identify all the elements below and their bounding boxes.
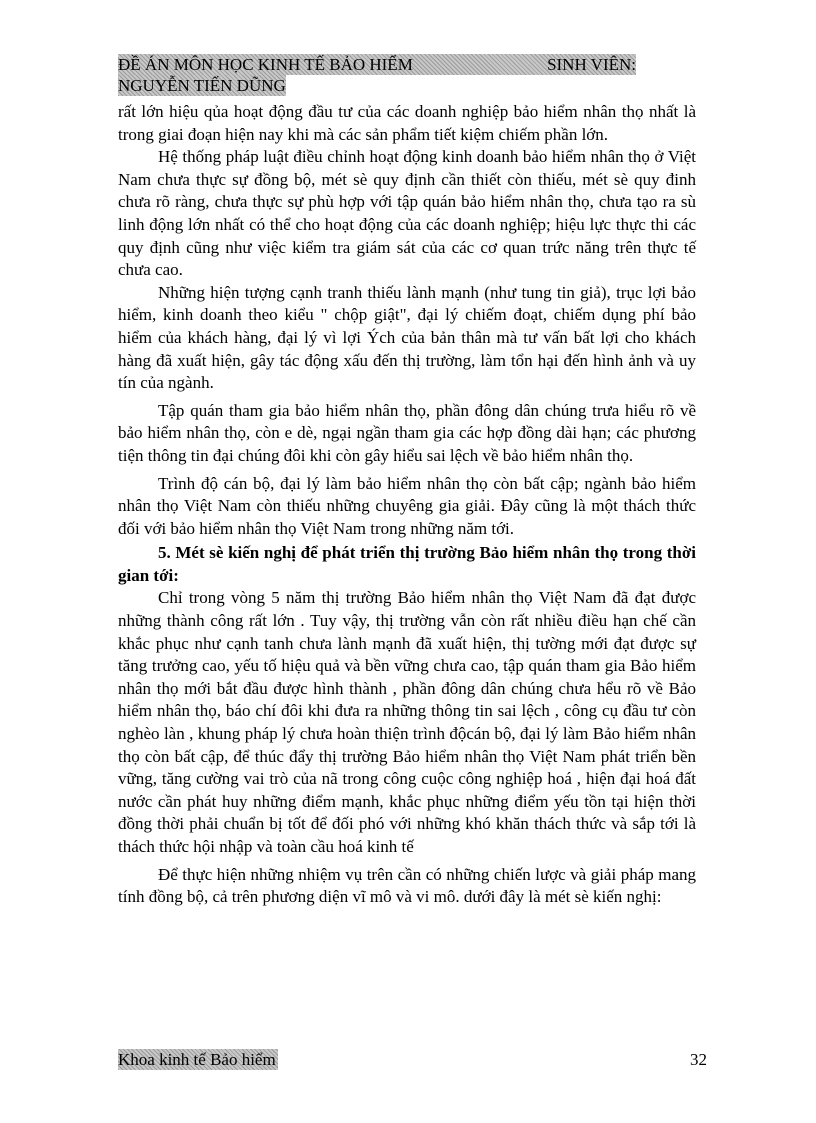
header-title: ĐỀ ÁN MÔN HỌC KINH TẾ BẢO HIỂM [118,55,413,74]
header-student-label: SINH VIÊN: [547,55,636,74]
header-student-name: NGUYỄN TIẾN DŨNG [118,76,286,95]
paragraph-recommendations-intro: Để thực hiện những nhiệm vụ trên cần có những chiến lược và giải pháp mang tính đồng bộ, cả trên phương diện vĩ mô và vi mô. dưới đây là mét sè kiến nghị: [118,864,696,907]
paragraph-staff-qualification: Trình độ cán bộ, đại lý làm bảo hiểm nhân thọ còn bất cập; ngành bảo hiểm nhân thọ Việt Nam còn thiếu những chuyêng gia giải. Đây cũng là một thách thức đối với bảo hiểm nhân thọ Việt Nam trong những năm tới. [118,473,696,538]
footer-faculty: Khoa kinh tế Bảo hiểm [118,1050,276,1069]
page-number: 32 [690,1050,707,1069]
document-body [118,101,696,909]
paragraph-public-awareness: Tập quán tham gia bảo hiểm nhân thọ, phần đông dân chúng trưa hiểu rõ về bảo hiểm nhân thọ, còn e dè, ngại ngần tham gia các hợp đồng dài hạn; các phương tiện thông tin đại chúng đôi khi còn gây hiểu sai lệch về bảo hiểm nhân thọ. [118,400,696,465]
paragraph-continuation: rất lớn hiệu qủa hoạt động đầu tư của các doanh nghiệp bảo hiểm nhân thọ nhất là trong giai đoạn hiện nay khi mà các sản phẩm tiết kiệm chiếm phần lớn. [118,102,696,144]
header-line-1 [118,54,636,75]
paragraph-legal-system: Hệ thống pháp luật điều chỉnh hoạt động kinh doanh bảo hiểm nhân thọ ở Việt Nam chưa thực sự đồng bộ, mét sè quy định cần thiết còn thiếu, mét sè quy đinh chưa rõ ràng, chưa thực sự phù hợp với tập quán bảo hiểm nhân thọ, chưa tạo ra sù linh động lớn nhất có thể cho hoạt động của các doanh nghiệp; hiệu lực thực thi các quy định cũng như việc kiểm tra giám sát của các cơ quan trức năng trên thực tế chưa cao. [118,147,696,280]
page-header [118,54,636,96]
paragraph-achievements: Chỉ trong vòng 5 năm thị trường Bảo hiểm nhân thọ Việt Nam đã đạt được những thành công rất lớn . Tuy vậy, thị trường vẫn còn rất nhiều điều hạn chế cần khắc phục như cạnh tanh chưa lành mạnh đã xuất hiện, thị tường mới đạt được sự tăng trưởng cao, yếu tố hiệu quả và bền vững chưa cao, tập quán tham gia Bảo hiểm nhân thọ mới bắt đầu được hình thành , phần đông dân chúng chưa hểu rõ về Bảo hiểm nhân thọ, báo chí đôi khi đưa ra những thông tin sai lệch , công cụ đầu tư còn nghèo làn , khung pháp lý chưa hoàn thiện trình độcán bộ, đại lý làm Bảo hiểm nhân thọ còn bất cập, để thúc đẩy thị trường Bảo hiểm nhân thọ Việt Nam phát triển bền vững, tăng cường vai trò của nã trong công cuộc công nghiệp hoá , hiện đại hoá đất nước cần phát huy những điểm mạnh, khắc phục những điểm yếu tồn tại hiện thời đồng thời phải chuẩn bị tốt để đối phó với những khó khăn thách thức và sắp tới là thách thức hội nhập và toàn cầu hoá kinh tế [118,588,696,856]
paragraph-unfair-competition: Những hiện tượng cạnh tranh thiếu lành mạnh (như tung tin giả), trục lợi bảo hiểm, kinh doanh theo kiểu " chộp giật", đại lý chiếm đoạt, chiếm dụng phí bảo hiểm của khách hàng, đại lý vì lợi Ých của bản thân mà tư vấn bất lợi cho khách hàng đã xuất hiện, gây tác động xấu đến thị trường, làm tổn hại đến hình ảnh và uy tín của ngành. [118,282,696,393]
section-heading: 5. Mét sè kiến nghị để phát triển thị trường Bảo hiểm nhân thọ trong thời gian tới: [118,543,696,585]
